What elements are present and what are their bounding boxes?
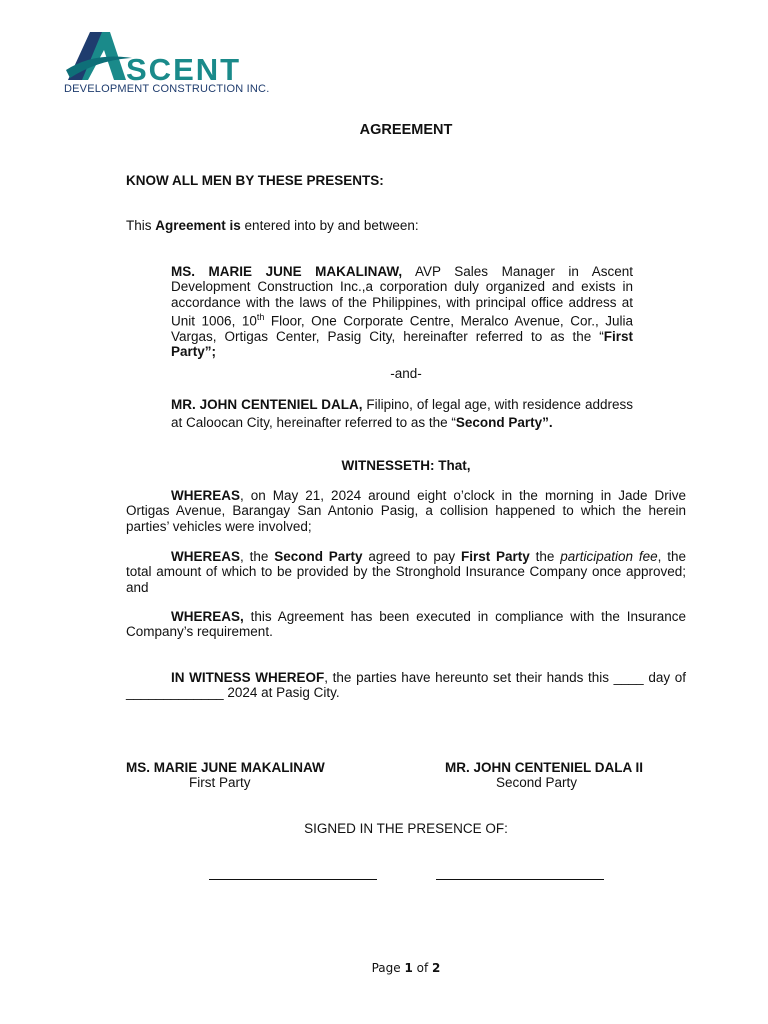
whereas-3-paragraph xyxy=(126,609,686,640)
entered-post: entered into by and between: xyxy=(240,218,419,233)
w2-e: the xyxy=(529,549,561,564)
w2-bold: WHEREAS xyxy=(171,549,241,564)
intro-heading xyxy=(126,173,686,188)
w2-b: Second Party xyxy=(274,549,363,564)
witnesseth-heading xyxy=(126,458,686,473)
w1-text: , on May 21, 2024 around eight o’clock in the morning in Jade Drive Ortigas Avenue, Barangay San Antonio Pasig, a collision happened to which the herein parties’ vehicles were involved; xyxy=(126,488,686,534)
day-blank: ____ xyxy=(613,670,644,685)
party2-name: MR. JOHN CENTENIEL DALA, xyxy=(171,397,363,412)
iww-c: 2024 at Pasig City. xyxy=(223,685,340,701)
party1-text-a: AVP Sales Manager in Ascent Development Construction Inc.,a corporation duly organized and exists in accordance with the laws of the Philippines, with principal office address at Unit 1006, 10 xyxy=(171,264,633,329)
intro-text: KNOW ALL MEN BY THESE PRESENTS: xyxy=(126,173,384,188)
first-party-signatory-role: First Party xyxy=(189,775,251,790)
second-party-signatory-role: Second Party xyxy=(496,775,578,790)
witness-signature-line-2 xyxy=(436,879,604,880)
iww-a: , the parties have hereunto set their hands this xyxy=(324,670,614,685)
company-logo xyxy=(64,30,304,100)
w1-bold: WHEREAS xyxy=(171,488,241,503)
and-separator: -and- xyxy=(390,366,422,381)
entered-paragraph xyxy=(126,218,686,233)
party1-sup: th xyxy=(256,311,265,322)
w2-f: participation fee xyxy=(560,549,658,564)
w2-c: agreed to pay xyxy=(362,549,461,564)
party1-name: MS. MARIE JUNE MAKALINAW, xyxy=(171,264,403,279)
iww-b: day of xyxy=(643,670,686,685)
second-party-paragraph xyxy=(171,396,633,431)
footer-page-number: 1 xyxy=(404,961,413,975)
party1-ref: First Party”; xyxy=(171,328,633,359)
w2-g: , the total amount of which to be provided by the Stronghold Insurance Company once approved; and xyxy=(126,549,686,595)
first-party-signatory-name: MS. MARIE JUNE MAKALINAW xyxy=(126,760,325,775)
whereas-1-paragraph xyxy=(126,488,686,534)
footer-page-total: 2 xyxy=(432,961,441,975)
entered-pre: This xyxy=(126,218,156,233)
w3-bold: WHEREAS, xyxy=(171,609,244,624)
iww-bold: IN WITNESS WHEREOF xyxy=(171,670,325,685)
footer-of-word: of xyxy=(412,961,433,975)
party2-text: Filipino, of legal age, with residence address at Caloocan City, hereinafter referred to as the “ xyxy=(171,397,633,430)
footer-page-word: Page xyxy=(371,961,405,975)
signed-presence-heading: SIGNED IN THE PRESENCE OF: xyxy=(304,821,508,836)
witnesseth-text: WITNESSETH: That, xyxy=(341,458,471,473)
party2-ref: Second Party”. xyxy=(455,414,553,430)
w2-a: , the xyxy=(240,549,275,564)
whereas-2-paragraph xyxy=(126,549,686,595)
page-footer xyxy=(0,961,768,975)
witness-signature-line-1 xyxy=(209,879,377,880)
w3-text: this Agreement has been executed in compliance with the Insurance Company’s requirement. xyxy=(126,609,686,640)
logo-a-mark xyxy=(64,30,134,85)
party1-text-b: Floor, One Corporate Centre, Meralco Avenue, Cor., Julia Vargas, Ortigas Center, Pasig City, hereinafter referred to as the “ xyxy=(171,313,633,344)
entered-bold: Agreement is xyxy=(155,218,241,233)
first-party-paragraph xyxy=(171,264,633,359)
in-witness-paragraph xyxy=(126,670,686,701)
month-blank: _____________ xyxy=(126,685,224,701)
logo-subtitle: DEVELOPMENT CONSTRUCTION INC. xyxy=(64,83,270,95)
second-party-signatory-name: MR. JOHN CENTENIEL DALA II xyxy=(445,760,644,775)
document-title: AGREEMENT xyxy=(359,122,453,138)
w2-d: First Party xyxy=(460,549,530,564)
logo-wordmark: SCENT xyxy=(126,52,242,87)
